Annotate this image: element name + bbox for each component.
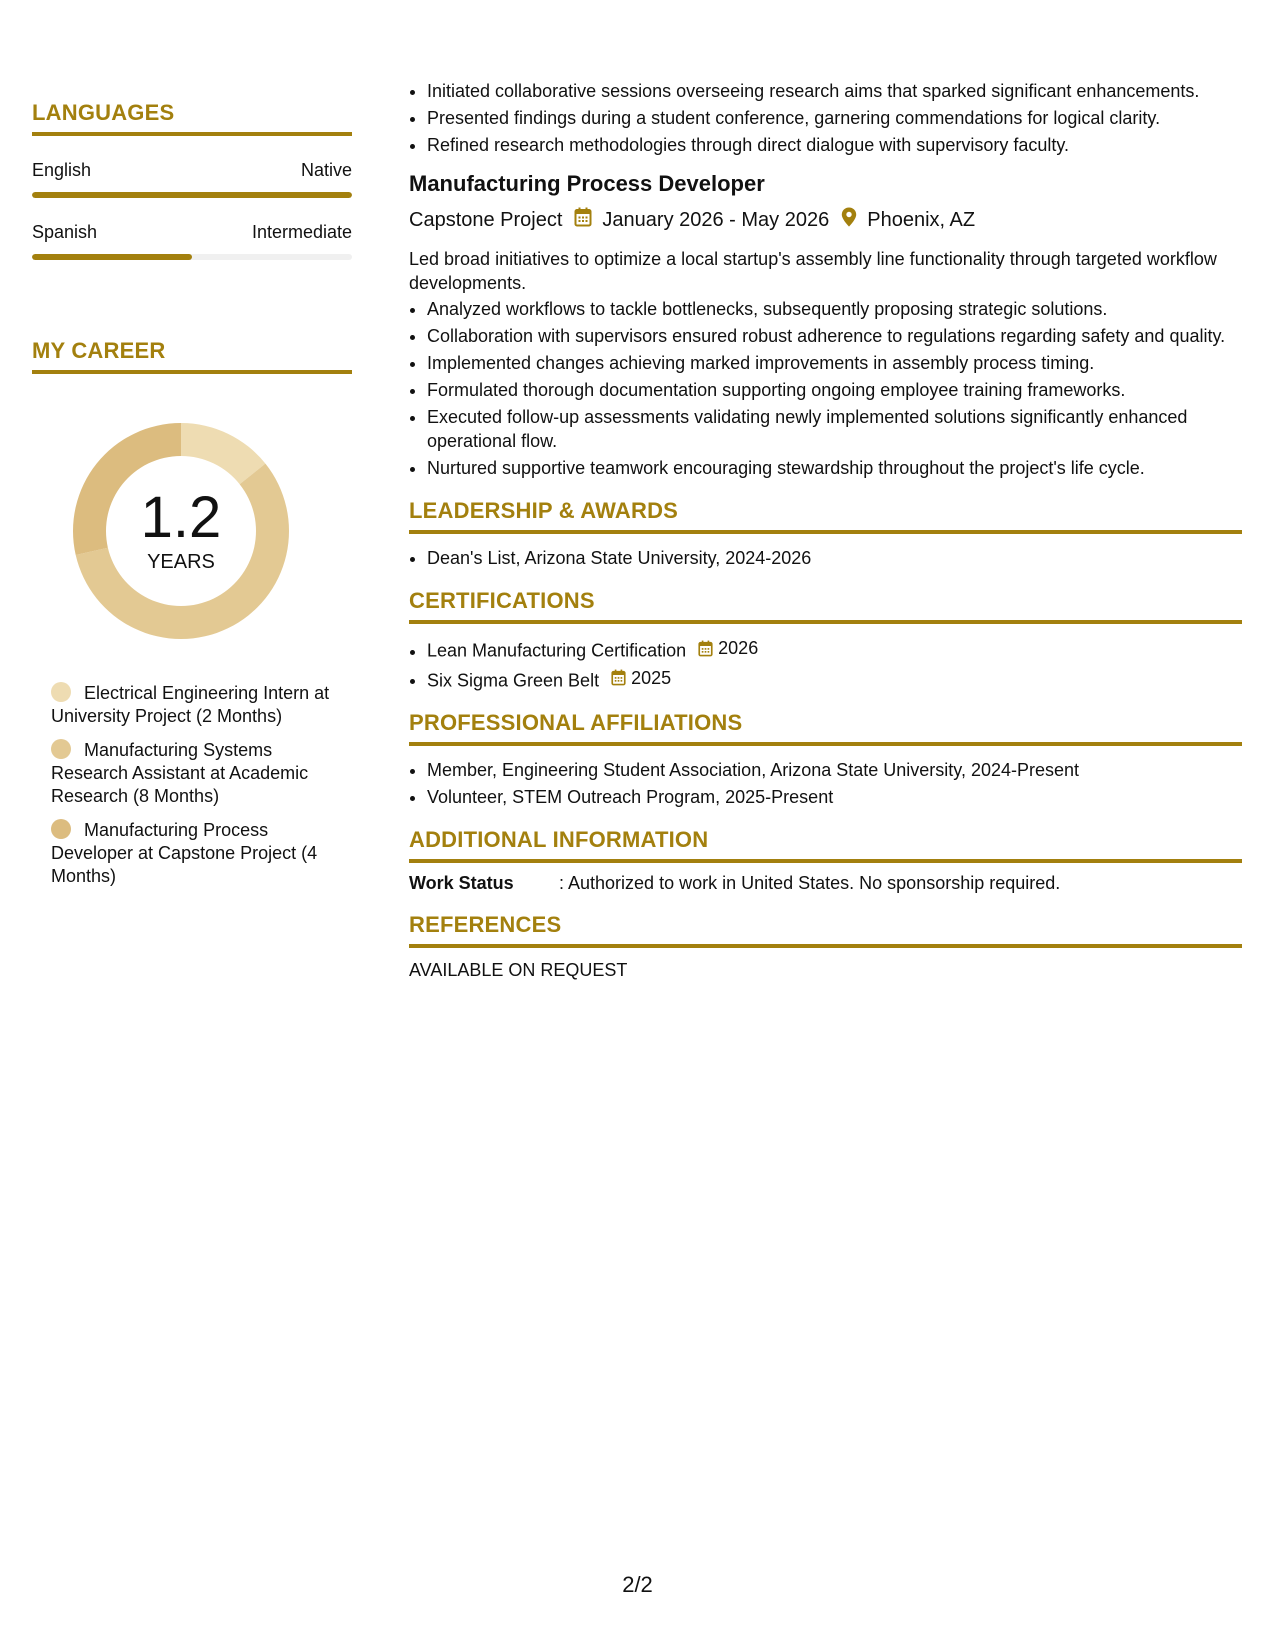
language-proficiency-fill — [32, 192, 352, 198]
job-description: Led broad initiatives to optimize a local startup's assembly line functionality through targeted workflow developments. — [409, 249, 1217, 293]
career-legend — [51, 682, 331, 888]
legend-label: Manufacturing Process Developer at Capstone Project (4 Months) — [51, 820, 318, 886]
list-item: • Nurtured supportive teamwork encouraging stewardship throughout the project's life cycle. — [427, 456, 1242, 480]
language-proficiency-fill — [32, 254, 192, 260]
language-name: English — [32, 160, 92, 180]
donut-center — [66, 416, 296, 646]
references-text: AVAILABLE ON REQUEST — [409, 960, 628, 980]
section-divider — [409, 944, 1242, 948]
career-donut-chart — [66, 416, 296, 646]
job-meta — [409, 207, 1242, 233]
section-divider — [409, 620, 1242, 624]
affiliations-list — [409, 758, 1242, 809]
affiliations-section — [409, 710, 1242, 809]
right-column — [409, 79, 1242, 981]
job-entry — [409, 171, 1242, 480]
work-status-row — [409, 873, 1242, 894]
previous-job-bullets — [409, 79, 1242, 157]
page-number: 2/2 — [622, 1572, 653, 1597]
calendar-icon — [574, 207, 592, 233]
certification-year: 2026 — [718, 638, 759, 658]
job-dates: January 2026 - May 2026 — [602, 208, 830, 231]
job-bullets — [409, 297, 1242, 480]
section-divider — [32, 132, 352, 136]
language-name: Spanish — [32, 222, 98, 242]
job-company: Capstone Project — [409, 208, 563, 231]
left-column — [32, 100, 352, 899]
language-item — [32, 160, 352, 198]
career-total-value: 1.2 — [140, 484, 222, 550]
references-section — [409, 912, 1242, 981]
job-location: Phoenix, AZ — [867, 208, 976, 231]
list-item: • Initiated collaborative sessions overseeing research aims that sparked significant enhancements. — [427, 79, 1242, 103]
certification-year: 2025 — [631, 667, 672, 688]
affiliations-title: PROFESSIONAL AFFILIATIONS — [409, 710, 743, 735]
map-pin-icon — [841, 207, 857, 233]
leadership-section — [409, 498, 1242, 570]
legend-label: Manufacturing Systems Research Assistant at Academic Research (8 Months) — [51, 740, 309, 806]
certification-name: Lean Manufacturing Certification — [427, 640, 687, 661]
legend-dot — [51, 819, 71, 839]
legend-item — [51, 819, 331, 888]
list-item — [427, 666, 1242, 693]
legend-dot — [51, 739, 71, 759]
language-level: Native — [300, 160, 352, 180]
section-divider — [409, 742, 1242, 746]
section-divider — [409, 530, 1242, 534]
language-level: Intermediate — [251, 222, 352, 242]
section-divider — [409, 859, 1242, 863]
languages-title: LANGUAGES — [32, 100, 175, 125]
certifications-title: CERTIFICATIONS — [409, 588, 595, 613]
calendar-icon — [698, 640, 713, 657]
list-item: • Presented findings during a student conference, garnering commendations for logical clarity. — [427, 106, 1242, 130]
references-title: REFERENCES — [409, 912, 562, 937]
section-divider — [32, 370, 352, 374]
career-section — [32, 338, 352, 888]
list-item: • Volunteer, STEM Outreach Program, 2025-Present — [427, 785, 1242, 809]
certification-date — [698, 636, 758, 660]
list-item: • Refined research methodologies through direct dialogue with supervisory faculty. — [427, 133, 1242, 157]
additional-section — [409, 827, 1242, 894]
list-item: • Dean's List, Arizona State University, 2024-2026 — [427, 546, 1242, 570]
list-item: • Formulated thorough documentation supporting ongoing employee training frameworks. — [427, 378, 1242, 402]
leadership-list — [409, 546, 1242, 570]
job-title: Manufacturing Process Developer — [409, 171, 765, 196]
list-item — [427, 636, 1242, 663]
list-item: • Implemented changes achieving marked improvements in assembly process timing. — [427, 351, 1242, 375]
list-item: • Executed follow-up assessments validating newly implemented solutions significantly enhanced operational flow. — [427, 405, 1242, 453]
certification-date — [611, 666, 671, 690]
certification-name: Six Sigma Green Belt — [427, 670, 600, 690]
career-title: MY CAREER — [32, 338, 166, 363]
career-total-unit: YEARS — [147, 550, 215, 573]
list-item: • Analyzed workflows to tackle bottlenecks, subsequently proposing strategic solutions. — [427, 297, 1242, 321]
additional-title: ADDITIONAL INFORMATION — [409, 827, 709, 852]
certifications-section — [409, 588, 1242, 692]
language-item — [32, 222, 352, 260]
language-proficiency-bar — [32, 192, 352, 198]
work-status-value: : Authorized to work in United States. No sponsorship required. — [559, 873, 1061, 893]
legend-dot — [51, 682, 71, 702]
legend-item — [51, 682, 331, 728]
work-status-label: Work Status — [409, 873, 514, 893]
legend-label: Electrical Engineering Intern at University Project (2 Months) — [51, 683, 330, 726]
list-item: • Collaboration with supervisors ensured robust adherence to regulations regarding safety and quality. — [427, 324, 1242, 348]
languages-section — [32, 100, 352, 260]
language-proficiency-bar — [32, 254, 352, 260]
legend-item — [51, 739, 331, 808]
list-item: • Member, Engineering Student Association, Arizona State University, 2024-Present — [427, 758, 1242, 782]
calendar-icon — [611, 669, 626, 686]
leadership-title: LEADERSHIP & AWARDS — [409, 498, 679, 523]
certifications-list — [409, 636, 1242, 692]
